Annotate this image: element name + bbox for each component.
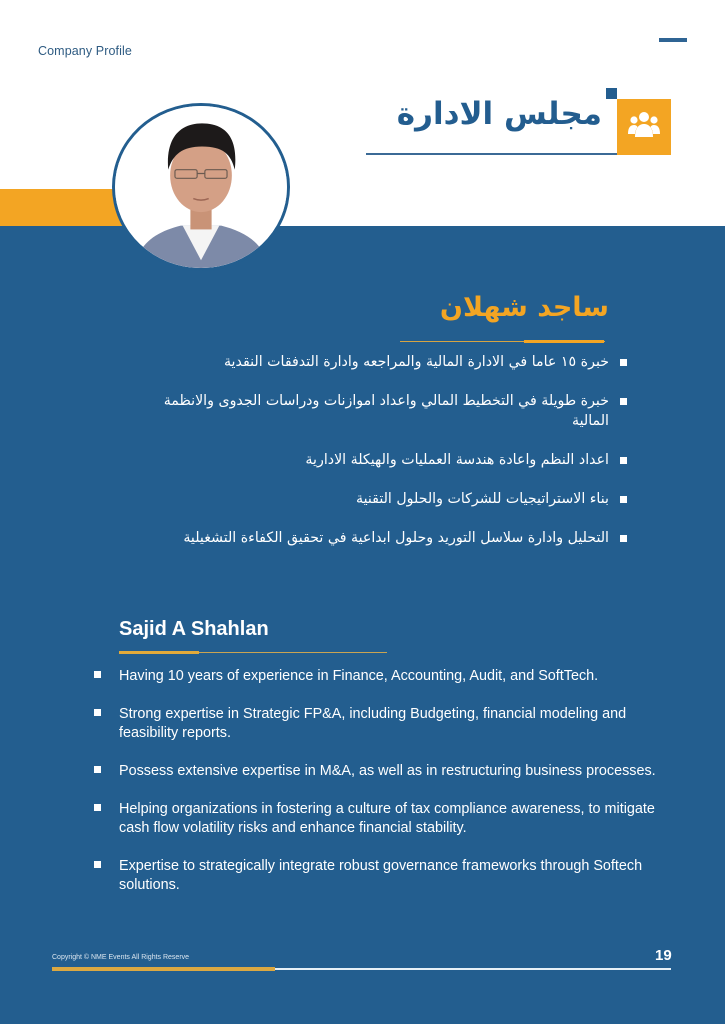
list-item (92, 705, 672, 743)
square-bullet-icon (94, 671, 101, 678)
square-bullet-icon (94, 861, 101, 868)
list-item (92, 667, 672, 686)
list-item (92, 800, 672, 838)
list-item-text: بناء الاستراتيجيات للشركات والحلول التقنية (355, 491, 609, 507)
title-underline (366, 153, 618, 155)
english-name-heading: Sajid A Shahlan (119, 618, 269, 640)
list-item (127, 352, 627, 372)
icon-accent-square (606, 88, 617, 99)
footer-copyright: Copyright © NME Events All Rights Reserve (52, 954, 190, 961)
list-item-text: Expertise to strategically integrate robust governance frameworks through Softech solutions. (119, 858, 643, 893)
english-experience-list (92, 667, 672, 914)
list-item-text: Possess extensive expertise in M&A, as well as in restructuring business processes. (119, 763, 656, 779)
orange-accent-band (0, 189, 130, 227)
list-item-text: Helping organizations in fostering a culture of tax compliance awareness, to mitigate cash flow volatility risks and enhance financial stability. (119, 801, 655, 836)
square-bullet-icon (620, 457, 627, 464)
footer-divider-accent (52, 967, 275, 971)
people-group-icon (627, 110, 661, 145)
title-icon-box (617, 99, 671, 155)
square-bullet-icon (94, 766, 101, 773)
section-title-block (366, 88, 672, 158)
arabic-name-heading: ساجد شهلان (439, 292, 609, 323)
arabic-experience-list (127, 352, 627, 567)
header-label: Company Profile (38, 44, 132, 58)
square-bullet-icon (94, 709, 101, 716)
list-item-text: خبرة ١٥ عاما في الادارة المالية والمراجعه وادارة التدفقات النقدية (223, 354, 609, 370)
square-bullet-icon (94, 804, 101, 811)
list-item (127, 450, 627, 470)
profile-photo (112, 103, 290, 271)
square-bullet-icon (620, 359, 627, 366)
english-name-underline-accent (119, 651, 199, 654)
list-item (92, 857, 672, 895)
list-item (127, 528, 627, 548)
square-bullet-icon (620, 496, 627, 503)
header-accent-dash (659, 38, 687, 42)
list-item-text: خبرة طويلة في التخطيط المالي واعداد اموازنات ودراسات الجدوى والانظمة المالية (163, 393, 609, 429)
list-item (92, 762, 672, 781)
portrait-illustration (115, 106, 287, 268)
page-title: مجلس الادارة (396, 96, 602, 132)
list-item-text: اعداد النظم واعادة هندسة العمليات والهيكلة الادارية (305, 452, 609, 468)
page-number: 19 (655, 947, 672, 964)
list-item-text: التحليل وادارة سلاسل التوريد وحلول ابداعية في تحقيق الكفاءة التشغيلية (183, 530, 609, 546)
square-bullet-icon (620, 535, 627, 542)
square-bullet-icon (620, 398, 627, 405)
list-item (127, 489, 627, 509)
arabic-name-underline-accent (524, 340, 604, 343)
list-item (127, 391, 627, 431)
list-item-text: Strong expertise in Strategic FP&A, including Budgeting, financial modeling and feasibility reports. (119, 706, 627, 741)
list-item-text: Having 10 years of experience in Finance, Accounting, Audit, and SoftTech. (119, 668, 599, 684)
